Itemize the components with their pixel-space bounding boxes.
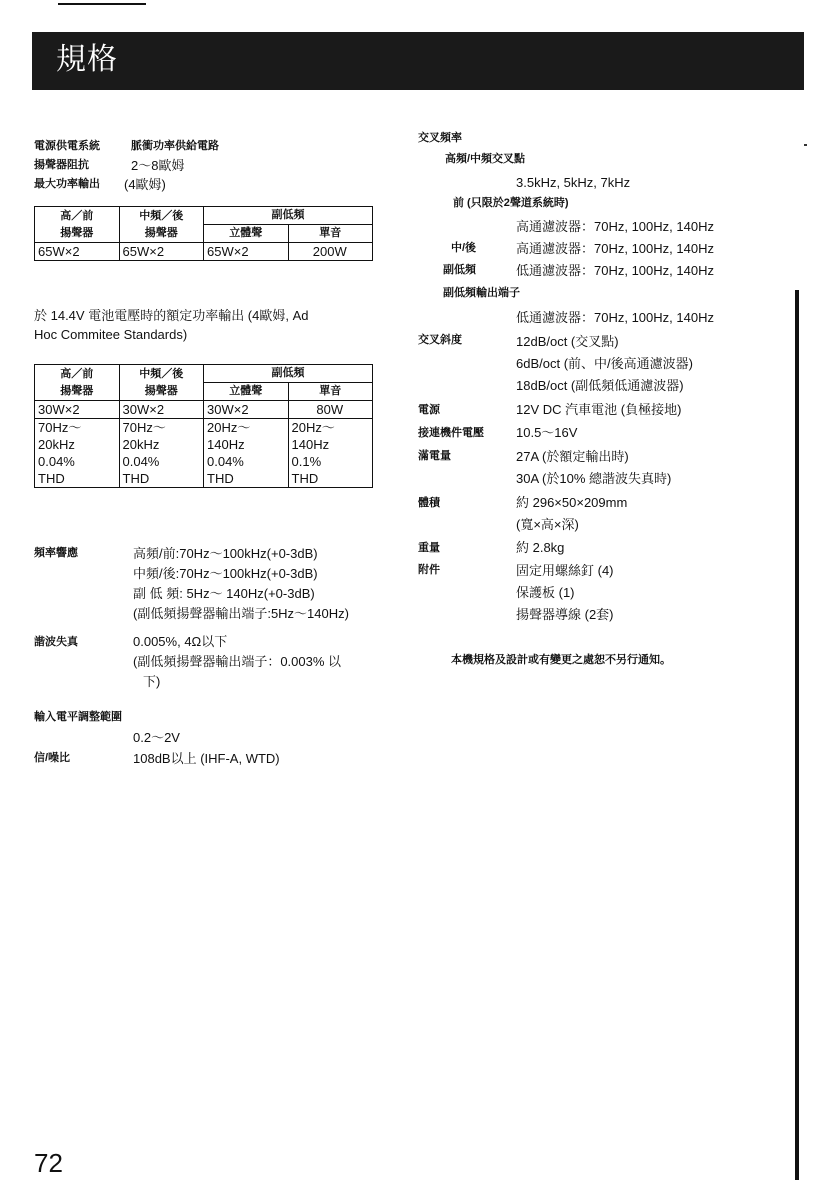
- table-header-cell: [119, 207, 204, 243]
- voltage-label: 接連機件電壓: [418, 427, 484, 439]
- crossover-points: 3.5kHz, 5kHz, 7kHz: [516, 175, 631, 190]
- notice: 本機規格及設計或有變更之處恕不另行通知。: [451, 654, 671, 666]
- accessories-line: 保護板 (1): [516, 585, 575, 600]
- table-cell: [204, 419, 289, 488]
- cell-line: 20kHz: [38, 437, 75, 452]
- current-line: 27A (於額定輸出時): [516, 449, 629, 464]
- table-header-row: [35, 365, 373, 383]
- table-subheader-text: 揚聲器: [144, 226, 178, 239]
- crossover-sub: 高頻/中頻交叉點: [445, 153, 526, 165]
- input-level-label: 輸入電平調整範圍: [34, 711, 122, 723]
- table-header-cell: 副低頻: [204, 365, 373, 383]
- cell-line: 0.1%: [291, 454, 322, 469]
- table-header-row: [35, 207, 373, 225]
- dimensions-values: [516, 492, 627, 536]
- cell-line: 140Hz: [207, 437, 245, 452]
- cell-line: 20Hz～: [291, 420, 335, 435]
- table-cell: [119, 419, 204, 488]
- thd-line: 0.005%, 4Ω以下: [133, 634, 228, 649]
- accessories-line: 揚聲器導線 (2套): [516, 607, 614, 622]
- current-label: 滿電量: [418, 450, 451, 462]
- cell-line: THD: [122, 471, 150, 486]
- impedance-value: 2～8歐姆: [131, 158, 185, 173]
- max-output-table: [34, 206, 373, 261]
- table-subheader-cell: 立體聲: [204, 225, 289, 243]
- page-number: 72: [34, 1148, 63, 1178]
- table-subheader-text: 揚聲器: [60, 384, 94, 397]
- sub-output-label: 副低頻輸出端子: [443, 287, 520, 299]
- cell-line: 20kHz: [122, 437, 160, 452]
- freq-response-line: 副 低 頻: 5Hz～ 140Hz(+0-3dB): [133, 586, 315, 601]
- crossover-label: 交叉頻率: [418, 132, 462, 144]
- cell-line: THD: [291, 471, 319, 486]
- cell-line: 20Hz～: [207, 420, 251, 435]
- cell-line: 140Hz: [291, 437, 330, 452]
- table-cell: 30W×2: [35, 401, 120, 419]
- slope-line: 18dB/oct (副低頻低通濾波器): [516, 378, 684, 393]
- cell-line: 0.04%: [38, 454, 75, 469]
- table-cell: 65W×2: [119, 243, 204, 261]
- cell-line: 70Hz～: [38, 420, 82, 435]
- dimensions-line: (寬×高×深): [516, 517, 579, 532]
- impedance-label: 揚聲器阻抗: [34, 159, 89, 171]
- front-note: 前 (只限於2聲道系統時): [453, 197, 569, 209]
- thd-line: 下): [143, 674, 161, 689]
- header-bar: [32, 32, 804, 90]
- voltage-value: 10.5～16V: [516, 425, 578, 440]
- power-supply-label: 電源供電系統: [34, 140, 100, 152]
- page-title: 規格: [56, 42, 118, 77]
- table-header-text: 中頻／後: [139, 209, 184, 222]
- freq-response-line: (副低頻揚聲器輸出端子:5Hz～140Hz): [133, 606, 349, 621]
- freq-response-values: [133, 544, 349, 624]
- thd-values: [133, 632, 341, 692]
- dimensions-label: 體積: [418, 497, 440, 509]
- slope-line: 12dB/oct (交叉點): [516, 334, 619, 349]
- table-subheader-cell: 單音: [288, 225, 373, 243]
- freq-response-line: 中頻/後:70Hz～100kHz(+0-3dB): [133, 566, 318, 581]
- rated-note-line: 於 14.4V 電池電壓時的額定功率輸出 (4歐姆, Ad: [34, 308, 309, 323]
- power-supply-value: 脈衝功率供給電路: [131, 140, 219, 152]
- table-row: [35, 243, 373, 261]
- accessories-label: 附件: [418, 564, 440, 576]
- table-cell: 30W×2: [119, 401, 204, 419]
- table-row: [35, 401, 373, 419]
- cell-line: THD: [207, 471, 234, 486]
- slope-line: 6dB/oct (前、中/後高通濾波器): [516, 356, 693, 371]
- table-header-text: 高／前: [60, 209, 94, 222]
- snr-label: 信/噪比: [34, 752, 71, 764]
- power-label: 電源: [418, 404, 440, 416]
- weight-label: 重量: [418, 542, 440, 554]
- slope-values: [516, 331, 693, 397]
- dimensions-line: 約 296×50×209mm: [516, 495, 628, 510]
- freq-response-line: 高頻/前:70Hz～100kHz(+0-3dB): [133, 546, 318, 561]
- sub-label: 副低頻: [443, 264, 476, 276]
- slope-label: 交叉斜度: [418, 334, 462, 346]
- cell-line: 70Hz～: [122, 420, 166, 435]
- front-filter: 高通濾波器：70Hz, 100Hz, 140Hz: [516, 219, 714, 234]
- table-cell: 200W: [288, 243, 373, 261]
- table-header-text: 中頻／後: [139, 367, 184, 380]
- snr-value: 108dB以上 (IHF-A, WTD): [133, 751, 280, 766]
- top-rule: [58, 3, 146, 5]
- max-output-label: 最大功率輸出: [34, 178, 100, 190]
- current-values: [516, 446, 671, 490]
- freq-response-label: 頻率響應: [34, 547, 78, 559]
- mid-rear-filter: 高通濾波器：70Hz, 100Hz, 140Hz: [516, 241, 714, 256]
- cell-line: 0.04%: [122, 454, 160, 469]
- rated-output-table: [34, 364, 373, 488]
- table-cell: 80W: [288, 401, 373, 419]
- table-header-text: 高／前: [60, 367, 94, 380]
- sub-output-filter: 低通濾波器：70Hz, 100Hz, 140Hz: [516, 310, 714, 325]
- table-header-cell: [119, 365, 204, 401]
- thd-label: 諧波失真: [34, 636, 78, 648]
- max-output-value: (4歐姆): [124, 177, 166, 192]
- rated-note-line: Hoc Commitee Standards): [34, 327, 188, 342]
- table-subheader-text: 揚聲器: [60, 226, 94, 239]
- power-value: 12V DC 汽車電池 (負極接地): [516, 402, 682, 417]
- sub-filter: 低通濾波器：70Hz, 100Hz, 140Hz: [516, 263, 714, 278]
- margin-bar: [795, 290, 799, 1180]
- thd-line: (副低頻揚聲器輸出端子：0.003% 以: [133, 654, 342, 669]
- table-header-cell: 副低頻: [204, 207, 373, 225]
- cell-line: THD: [38, 471, 65, 486]
- accessories-values: [516, 560, 614, 626]
- table-cell: 30W×2: [204, 401, 289, 419]
- table-header-cell: [35, 365, 120, 401]
- table-header-cell: [35, 207, 120, 243]
- table-cell: [35, 419, 120, 488]
- accessories-line: 固定用螺絲釘 (4): [516, 563, 614, 578]
- table-cell: 65W×2: [204, 243, 289, 261]
- table-row: [35, 419, 373, 488]
- table-subheader-cell: 單音: [288, 383, 373, 401]
- table-subheader-text: 揚聲器: [144, 384, 178, 397]
- table-subheader-cell: 立體聲: [204, 383, 289, 401]
- margin-tick: [804, 144, 807, 146]
- current-line: 30A (於10% 總諧波失真時): [516, 471, 672, 486]
- mid-rear-label: 中/後: [451, 242, 477, 254]
- weight-value: 約 2.8kg: [516, 540, 565, 555]
- table-cell: [288, 419, 373, 488]
- cell-line: 0.04%: [207, 454, 244, 469]
- input-level-value: 0.2～2V: [133, 730, 180, 745]
- table-cell: 65W×2: [35, 243, 120, 261]
